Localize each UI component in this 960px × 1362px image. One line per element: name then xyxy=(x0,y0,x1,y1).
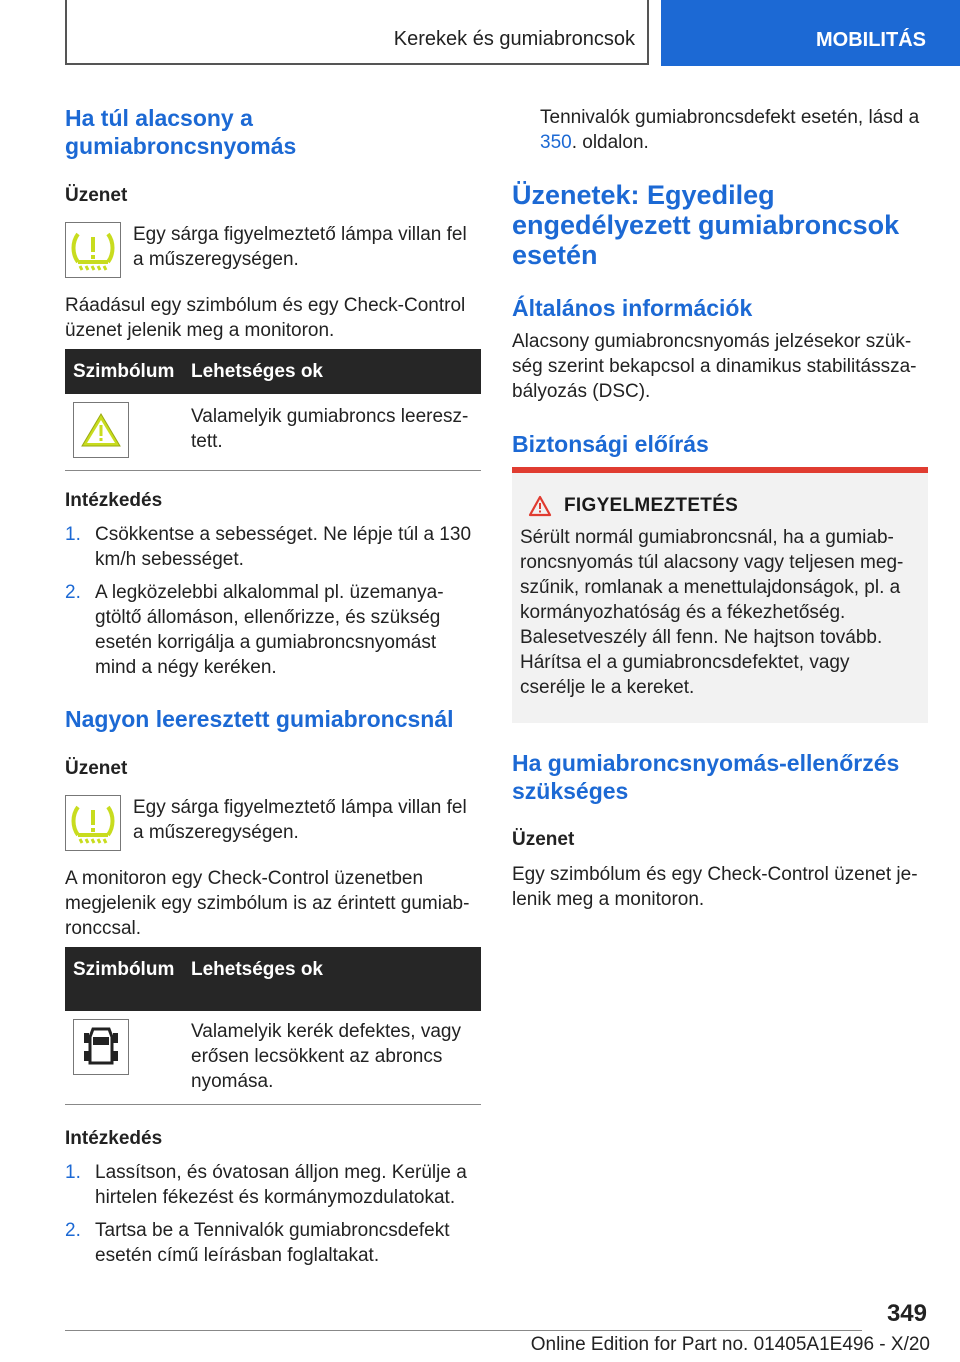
list-item: 1. Csökkentse a sebességet. Ne lépje túl a 130 km/h sebességet. xyxy=(65,524,472,570)
action-label: Intézkedés xyxy=(65,1128,163,1149)
heading-very-deflated: Nagyon leeresztett gumiabroncsnál xyxy=(65,706,454,732)
message-text: Egy sárga figyelmeztető lámpa villan fel a műszeregységen. xyxy=(133,797,467,843)
message-label: Üzenet xyxy=(512,829,575,850)
warning-text: Sérült normál gumiabroncsnál, ha a gumiabroncsnyomás túl alacsony vagy teljesen megszűnik, romlanak a menettulajdonságok, pl. a kormányozhatóság és a fékezhetőség. Balesetveszély áll fenn. Ne hajtson tovább. Hárítsa el a gumiabroncsdefektet, vagy cserélje le a kereket. xyxy=(520,527,904,698)
car-tire-status-icon xyxy=(73,1019,129,1075)
heading-safety: Biztonsági előírás xyxy=(512,431,709,457)
page-link-350[interactable]: 350 xyxy=(540,132,572,153)
tire-pressure-lamp-icon xyxy=(65,795,121,851)
table-header-symbol: Szimbólum xyxy=(65,947,183,1011)
warning-title: FIGYELMEZTETÉS xyxy=(564,495,739,516)
message-row xyxy=(65,222,481,278)
edition-text: Online Edition for Part no. 01405A1E496 - X/20 xyxy=(530,1334,930,1355)
heading-messages: Üzenetek: Egyedileg engedélyezett gumiabroncsok esetén xyxy=(512,180,900,270)
table-cell-cause: Valamelyik gumiabroncs leeresztett. xyxy=(183,394,481,471)
steps-list-2 xyxy=(65,1160,481,1276)
message-label: Üzenet xyxy=(65,758,128,779)
heading-low-pressure: Ha túl alacsony a gumiabroncsnyomás xyxy=(65,105,297,159)
chapter-title: Kerekek és gumiabroncsok xyxy=(393,28,635,50)
extra-text: A monitoron egy Check-Control üzenetben megjelenik egy szimbólum is az érintett gumiabronccsal. xyxy=(65,868,470,939)
table-cell-cause: Valamelyik kerék defektes, vagy erősen lecsökkent az abroncs nyomása. xyxy=(183,1011,481,1105)
table-header-cause: Lehetséges ok xyxy=(183,349,481,394)
list-item: 1. Lassítson, és óvatosan álljon meg. Kerülje a hirtelen fékezést és kormánymozdulatokat. xyxy=(65,1162,467,1208)
footer-divider xyxy=(65,1330,862,1331)
general-text: Alacsony gumiabroncsnyomás jelzésekor szükség szerint bekapcsol a dinamikus stabilitásszabályozás (DSC). xyxy=(512,331,917,402)
message-row xyxy=(65,795,481,851)
heading-check-required: Ha gumiabroncsnyomás-ellenőrzés szükséges xyxy=(512,750,900,804)
warning-triangle-icon xyxy=(528,495,552,517)
symbol-table-2 xyxy=(65,947,481,1105)
table-header-symbol: Szimbólum xyxy=(65,349,183,394)
action-label: Intézkedés xyxy=(65,490,163,511)
table-row xyxy=(65,394,481,471)
intro-text: Tennivalók gumiabroncsdefekt esetén, lásd a 350. oldalon. xyxy=(540,107,920,153)
warning-triangle-icon xyxy=(73,402,129,458)
message-text: Egy sárga figyelmeztető lámpa villan fel a műszeregységen. xyxy=(133,224,467,270)
section-tab[interactable] xyxy=(661,0,960,66)
warning-title-row xyxy=(528,495,920,517)
page-number: 349 xyxy=(886,1300,927,1327)
list-item: 2. A legközelebbi alkalommal pl. üzemanyagtöltő állomáson, ellenőrizze, és szükség esetén korrigálja a gumiabroncsnyomást mind a négy keréken. xyxy=(65,582,444,678)
heading-general-info: Általános információk xyxy=(512,295,753,321)
list-item: 2. Tartsa be a Tennivalók gumiabroncsdefekt esetén című leírásban foglaltakat. xyxy=(65,1220,450,1266)
warning-box xyxy=(512,467,928,723)
section-label: MOBILITÁS xyxy=(816,29,926,51)
chapter-tab xyxy=(65,0,649,65)
message-label: Üzenet xyxy=(65,185,128,206)
table-row xyxy=(65,1011,481,1105)
message-text: Egy szimbólum és egy Check-Control üzenet jelenik meg a monitoron. xyxy=(512,864,918,910)
page-header xyxy=(0,0,960,66)
steps-list-1 xyxy=(65,522,481,688)
table-header-cause: Lehetséges ok xyxy=(183,947,481,1011)
symbol-table-1 xyxy=(65,349,481,471)
extra-text: Ráadásul egy szimbólum és egy Check-Control üzenet jelenik meg a monitoron. xyxy=(65,295,466,341)
tire-pressure-lamp-icon xyxy=(65,222,121,278)
